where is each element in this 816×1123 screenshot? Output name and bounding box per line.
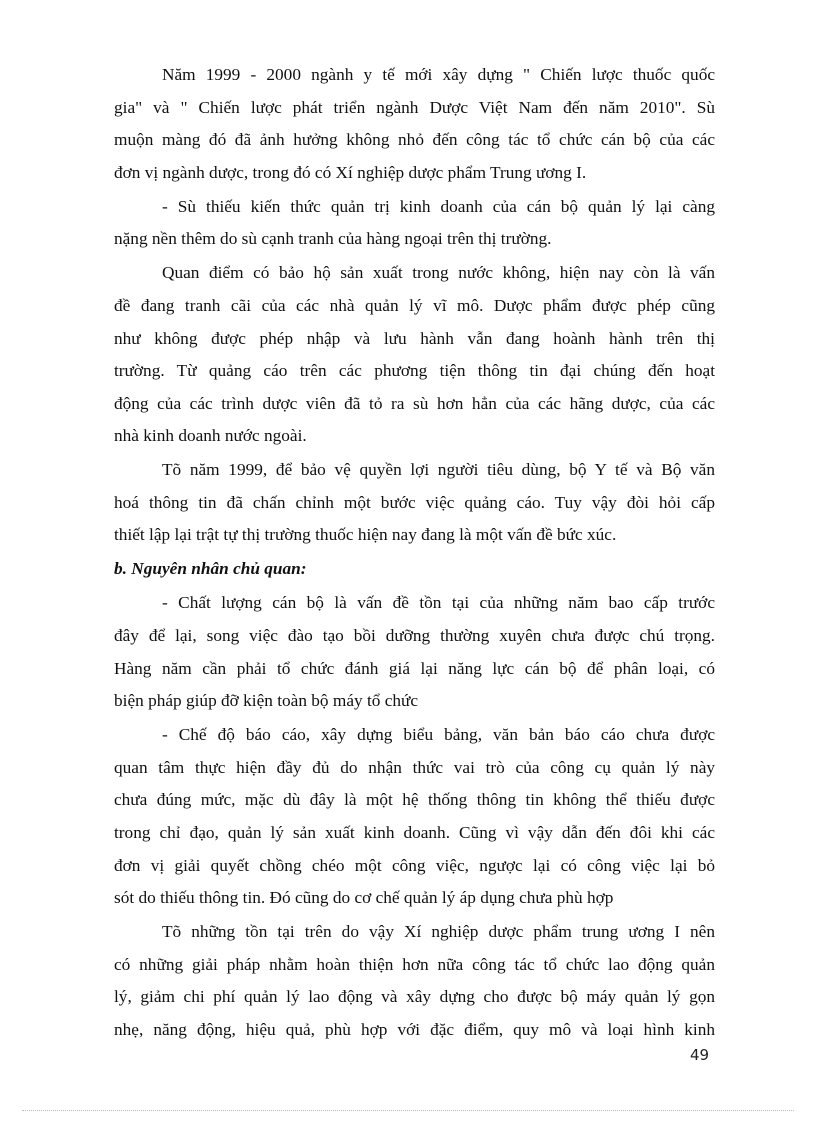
page-bottom-divider <box>22 1110 794 1111</box>
text-line: Quan điểm có bảo hộ sản xuất trong nước không, hiện nay còn là vấn <box>162 263 715 283</box>
text-line: trong chỉ đạo, quản lý sản xuất kinh doanh. Cũng vì vậy dẫn đến đôi khi các <box>114 823 715 842</box>
text-line: gia" và " Chiến lược phát triển ngành Dược Việt Nam đến năm 2010". Sù <box>114 97 715 117</box>
paragraph <box>114 454 715 552</box>
paragraph <box>114 59 715 189</box>
text-line: lý, giảm chi phí quản lý lao động và xây dựng cho được bộ máy quản lý gọn <box>114 987 715 1007</box>
text-line: đây để lại, song việc đào tạo bồi dưỡng thường xuyên chưa được chú trọng. <box>114 626 715 646</box>
text-line: sót do thiếu thông tin. Đó cũng do cơ chế quản lý áp dụng chưa phù hợp <box>114 888 614 908</box>
page-number: 49 <box>690 1046 710 1064</box>
paragraph <box>114 587 715 717</box>
text-line: đơn vị ngành dược, trong đó có Xí nghiệp dược phẩm Trung ương I. <box>114 162 587 182</box>
text-line: nhẹ, năng động, hiệu quả, phù hợp với đặc điểm, quy mô và loại hình kinh <box>114 1019 715 1039</box>
document-body <box>114 59 715 1048</box>
paragraph <box>114 191 715 256</box>
text-line: có những giải pháp nhằm hoàn thiện hơn nữa công tác tổ chức lao động quản <box>114 954 715 974</box>
paragraph <box>114 916 715 1046</box>
text-line: chưa đúng mức, mặc dù đây là một hệ thống thông tin không thể thiếu được <box>114 790 715 810</box>
text-line: - Chế độ báo cáo, xây dựng biểu bảng, văn bản báo cáo chưa được <box>162 725 715 745</box>
text-line: nhà kinh doanh nước ngoài. <box>114 426 307 446</box>
paragraph <box>114 719 715 915</box>
text-line: b. Nguyên nhân chủ quan: <box>114 559 307 579</box>
text-line: như không được phép nhập và lưu hành vẫn đang hoành hành trên thị <box>114 328 715 348</box>
text-line: quan tâm thực hiện đầy đủ do nhận thức vai trò của công cụ quản lý này <box>114 757 715 777</box>
text-line: - Sù thiếu kiến thức quản trị kinh doanh của cán bộ quản lý lại càng <box>162 196 715 216</box>
section-heading <box>114 553 715 586</box>
text-line: thiết lập lại trật tự thị trường thuốc hiện nay đang là một vấn đề bức xúc. <box>114 525 617 545</box>
text-line: muộn màng đó đã ảnh hưởng không nhỏ đến công tác tổ chức cán bộ của các <box>114 130 715 150</box>
text-line: Hàng năm cần phải tổ chức đánh giá lại năng lực cán bộ để phân loại, có <box>114 658 715 678</box>
text-line: biện pháp giúp đỡ kiện toàn bộ máy tổ chức <box>114 691 419 711</box>
text-line: Tõ những tồn tại trên do vậy Xí nghiệp dược phẩm trung ương I nên <box>162 922 715 942</box>
text-line: Năm 1999 - 2000 ngành y tế mới xây dựng " Chiến lược thuốc quốc <box>162 65 715 84</box>
text-line: đơn vị giải quyết chồng chéo một công việc, ngược lại có công việc lại bỏ <box>114 855 715 875</box>
text-line: động của các trình dược viên đã tỏ ra sù hơn hẳn của các hãng dược, của các <box>114 393 715 413</box>
text-line: Tõ năm 1999, để bảo vệ quyền lợi người tiêu dùng, bộ Y tế và Bộ văn <box>162 460 715 480</box>
text-line: - Chất lượng cán bộ là vấn đề tồn tại của những năm bao cấp trước <box>162 593 715 613</box>
text-line: hoá thông tin đã chấn chỉnh một bước việc quảng cáo. Tuy vậy đòi hỏi cấp <box>114 492 715 512</box>
text-line: nặng nền thêm do sù cạnh tranh của hàng ngoại trên thị trường. <box>114 229 552 249</box>
text-line: đề đang tranh cãi của các nhà quản lý vĩ mô. Dược phẩm được phép cũng <box>114 295 715 315</box>
text-line: trường. Từ quảng cáo trên các phương tiện thông tin đại chúng đến hoạt <box>114 361 715 381</box>
paragraph <box>114 257 715 453</box>
